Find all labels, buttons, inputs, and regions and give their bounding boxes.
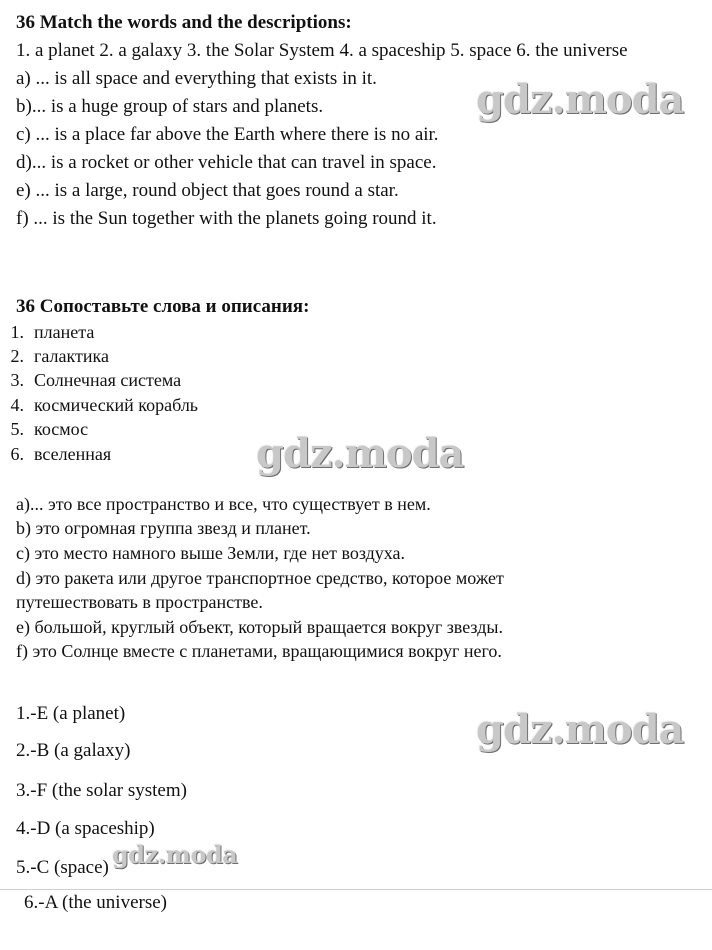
divider-line [0,889,712,890]
russian-description-e: е) большой, круглый объект, который вращается вокруг звезды. [16,617,503,637]
russian-list-text: галактика [34,346,109,366]
russian-list-item [0,393,198,417]
english-description-d: d)... is a rocket or other vehicle that can travel in space. [16,152,437,173]
russian-description-b: b) это огромная группа звезд и планет. [16,518,311,538]
russian-list-item [0,320,94,344]
russian-list-item [0,368,181,392]
answer-2: 2.-B (a galaxy) [16,740,131,761]
answer-4: 4.-D (a spaceship) [16,818,155,839]
russian-description-f: f) это Солнце вместе с планетами, вращающимися вокруг него. [16,641,502,661]
russian-list-number: 4. [10,395,24,415]
russian-list-item [0,344,109,368]
english-heading: 36 Match the words and the descriptions: [16,12,352,33]
english-word-list: 1. a planet 2. a galaxy 3. the Solar System 4. a spaceship 5. space 6. the universe [16,40,628,61]
russian-list-number: 5. [10,419,24,439]
english-description-a: a) ... is all space and everything that exists in it. [16,68,377,89]
russian-description-d-continued: путешествовать в пространстве. [16,592,263,612]
russian-list-item [0,417,88,441]
russian-list-item [0,442,111,466]
english-description-b: b)... is a huge group of stars and planets. [16,96,324,117]
russian-list-number: 3. [10,370,24,390]
watermark: gdz.moda [476,76,684,123]
russian-heading: 36 Сопоставьте слова и описания: [16,296,310,317]
watermark: gdz.moda [256,430,464,477]
russian-list-text: планета [34,322,95,342]
answer-6: 6.-A (the universe) [24,892,167,913]
russian-list-number: 1. [10,322,24,342]
watermark: gdz.moda [476,706,684,753]
russian-description-d: d) это ракета или другое транспортное средство, которое может [16,568,504,588]
russian-list-text: космос [34,419,89,439]
russian-list-number: 6. [10,444,24,464]
russian-list-number: 2. [10,346,24,366]
russian-list-text: вселенная [34,444,112,464]
russian-description-c: с) это место намного выше Земли, где нет воздуха. [16,543,406,563]
russian-description-a: а)... это все пространство и все, что существует в нем. [16,494,431,514]
watermark: gdz.moda [112,840,238,869]
english-description-e: e) ... is a large, round object that goes round a star. [16,180,399,201]
english-description-c: c) ... is a place far above the Earth where there is no air. [16,124,439,145]
english-description-f: f) ... is the Sun together with the planets going round it. [16,208,437,229]
answer-1: 1.-E (a planet) [16,703,126,724]
russian-list-text: космический корабль [34,395,199,415]
answer-5: 5.-C (space) [16,857,109,878]
russian-list-text: Солнечная система [34,370,182,390]
answer-3: 3.-F (the solar system) [16,780,187,801]
